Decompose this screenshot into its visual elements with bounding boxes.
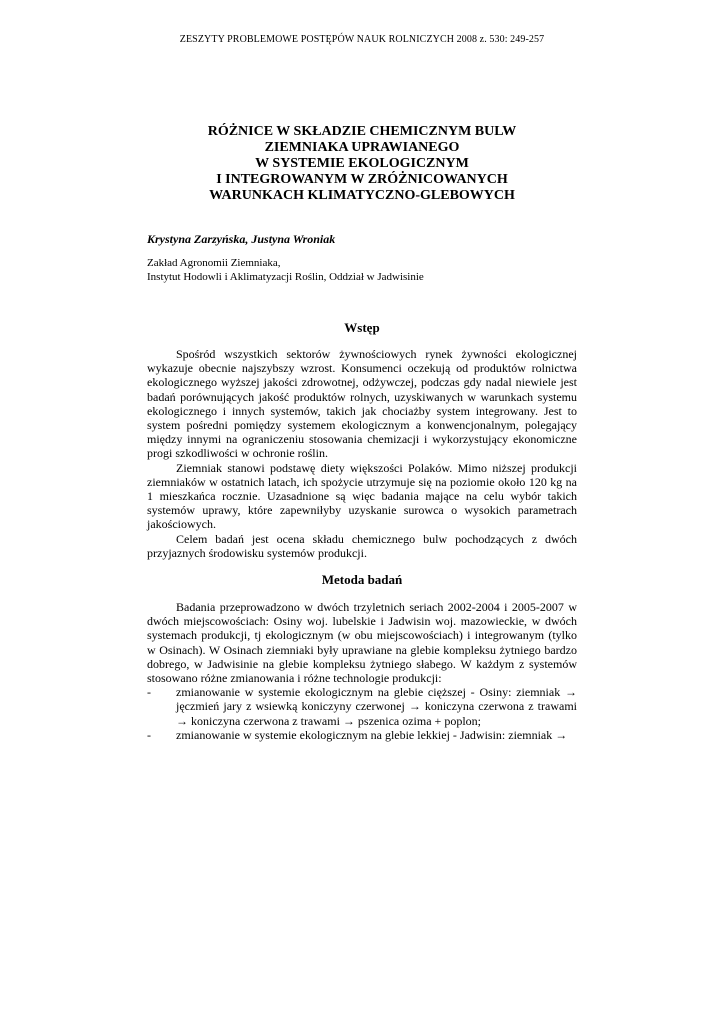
list-bullet: - bbox=[147, 727, 151, 742]
list-item-text: zmianowanie w systemie ekologicznym na glebie cięższej - Osiny: ziemniak → jęczmień jary z wsiewką koniczyny czerwonej → koniczyna czerwona z trawami → koniczyna czerwona z trawami → pszenica ozima + poplon; bbox=[176, 685, 577, 728]
paragraph: Badania przeprowadzono w dwóch trzyletnich seriach 2002-2004 i 2005-2007 w dwóch miejscowościach: Osiny woj. lubelskie i Jadwisin woj. mazowieckie, w dwóch systemach produkcji, tj ekologicznym (w obu miejscowościach) i integrowanym (tylko w Osinach). W Osinach ziemniaki były uprawiane na glebie kompleksu żytniego bardzo dobrego, w Jadwisinie na glebie kompleksu żytniego słabego. W każdym z systemów stosowano różne zmianowania i różne technologie produkcji: bbox=[147, 600, 577, 686]
paragraph: Spośród wszystkich sektorów żywnościowych rynek żywności ekologicznej wykazuje obecnie najszybszy wzrost. Konsumenci oczekują od produktów rolnictwa ekologicznego wyższej jakości zdrowotnej, odżywczej, podczas gdy nadal niewiele jest badań porównujących jakość produktów rolnych, uzyskiwanych w warunkach systemu ekologicznego i innych systemów, takich jak chociażby system integrowany. Jest to system pośredni pomiędzy systemem ekologicznym a konwencjonalnym, polegający między innymi na ograniczeniu stosowania chemizacji i wykorzystujący ekonomiczne progi szkodliwości w ochronie roślin. bbox=[147, 347, 577, 461]
section-heading-methods: Metoda badań bbox=[321, 572, 403, 587]
authors: Krystyna Zarzyńska, Justyna Wroniak bbox=[147, 232, 336, 246]
title-line: I INTEGROWANYM W ZRÓŻNICOWANYCH bbox=[216, 172, 508, 187]
article-title bbox=[147, 124, 577, 204]
section-heading-intro: Wstęp bbox=[344, 320, 380, 335]
paragraph: Celem badań jest ocena składu chemicznego bulw pochodzących z dwóch przyjaznych środowisku systemów produkcji. bbox=[147, 531, 577, 560]
list-item bbox=[147, 728, 577, 742]
paragraph: Ziemniak stanowi podstawę diety większości Polaków. Mimo niższej produkcji ziemniaków w ostatnich latach, ich spożycie utrzymuje się na poziomie około 120 kg na 1 mieszkańca rocznie. Uzasadnione są więc badania mające na celu wybór takich systemów uprawy, które zapewniłyby uzyskanie surowca o wysokich parametrach jakościowych. bbox=[147, 460, 577, 532]
section-body-intro bbox=[147, 347, 577, 560]
title-line: RÓŻNICE W SKŁADZIE CHEMICZNYM BULW bbox=[207, 124, 517, 139]
title-line: W SYSTEMIE EKOLOGICZNYM bbox=[255, 156, 469, 171]
list-item bbox=[147, 685, 577, 728]
title-line: ZIEMNIAKA UPRAWIANEGO bbox=[264, 140, 460, 155]
title-line: WARUNKACH KLIMATYCZNO-GLEBOWYCH bbox=[209, 188, 515, 203]
list-item-text: zmianowanie w systemie ekologicznym na glebie lekkiej - Jadwisin: ziemniak → bbox=[176, 727, 568, 742]
affiliation-line: Zakład Agronomii Ziemniaka, bbox=[147, 257, 281, 269]
section-body-methods bbox=[147, 600, 577, 742]
affiliation bbox=[147, 257, 424, 284]
list-bullet: - bbox=[147, 685, 151, 700]
affiliation-line: Instytut Hodowli i Aklimatyzacji Roślin, Oddział w Jadwisinie bbox=[147, 270, 424, 283]
running-header: ZESZYTY PROBLEMOWE POSTĘPÓW NAUK ROLNICZYCH 2008 z. 530: 249-257 bbox=[179, 34, 545, 45]
